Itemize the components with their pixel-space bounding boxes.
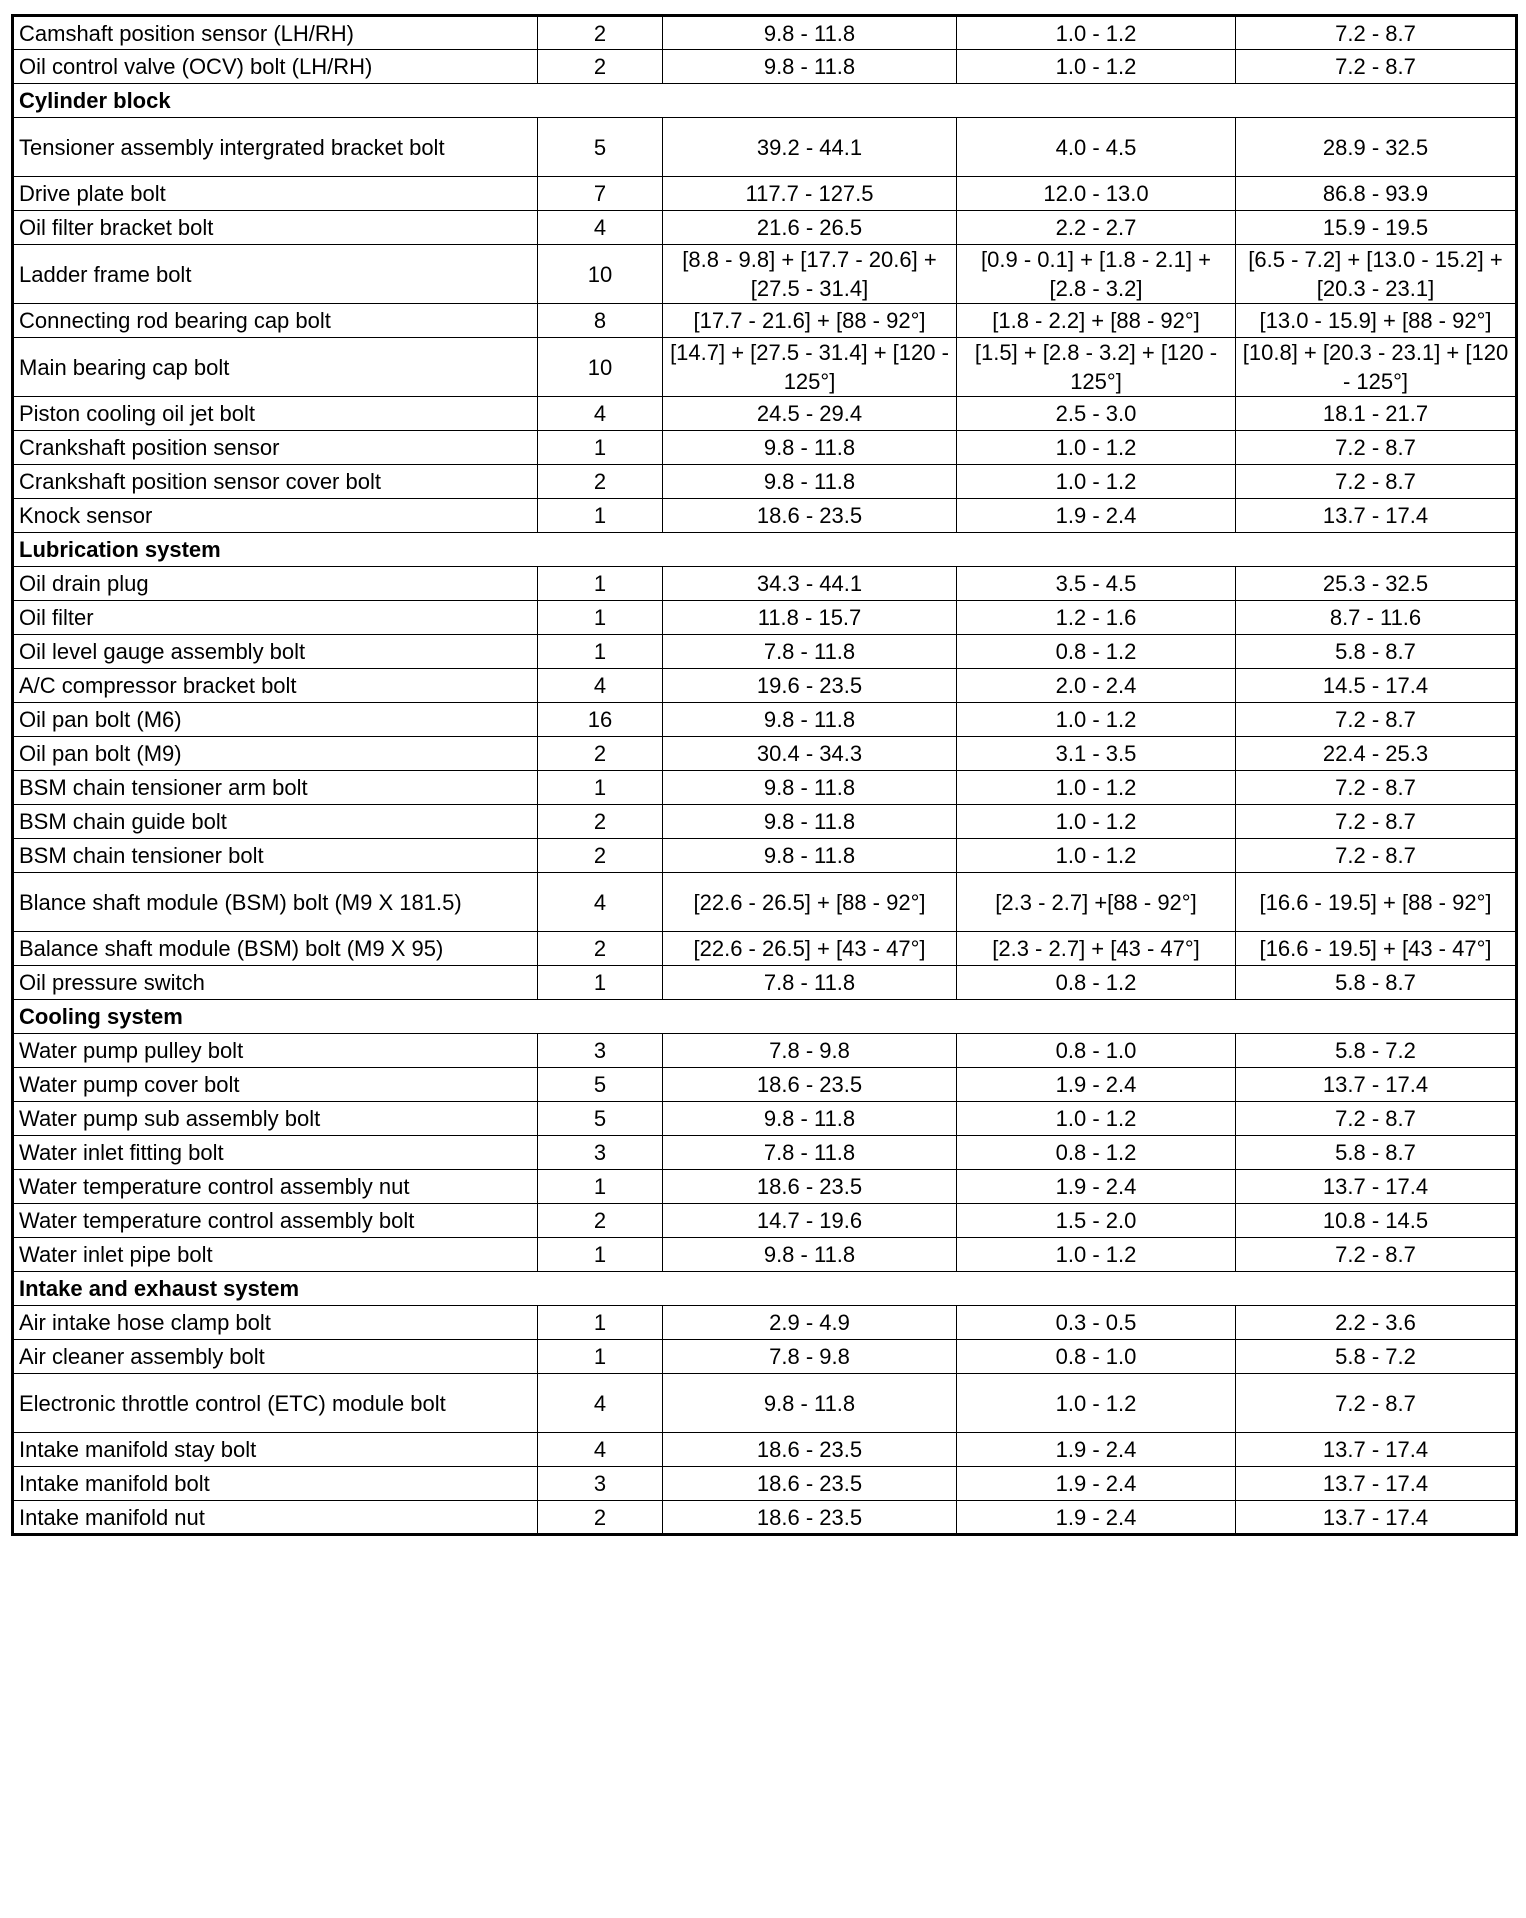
torque-kgfm-cell: 0.8 - 1.2 <box>957 635 1236 669</box>
torque-lbft-cell: 7.2 - 8.7 <box>1236 465 1517 499</box>
quantity-cell: 2 <box>538 50 663 84</box>
torque-kgfm-cell: 2.0 - 2.4 <box>957 669 1236 703</box>
item-name-cell: Intake manifold bolt <box>13 1467 538 1501</box>
quantity-cell: 7 <box>538 177 663 211</box>
table-row <box>13 932 1517 966</box>
table-row <box>13 669 1517 703</box>
quantity-cell: 4 <box>538 1433 663 1467</box>
torque-kgfm-cell: 1.9 - 2.4 <box>957 1467 1236 1501</box>
torque-lbft-cell: [16.6 - 19.5] + [88 - 92°] <box>1236 873 1517 932</box>
torque-nm-cell: 18.6 - 23.5 <box>663 499 957 533</box>
torque-kgfm-cell: 2.2 - 2.7 <box>957 211 1236 245</box>
torque-nm-cell: 117.7 - 127.5 <box>663 177 957 211</box>
quantity-cell: 1 <box>538 567 663 601</box>
torque-nm-cell: 9.8 - 11.8 <box>663 431 957 465</box>
table-row <box>13 1374 1517 1433</box>
item-name-cell: Blance shaft module (BSM) bolt (M9 X 181.5) <box>13 873 538 932</box>
section-header-row <box>13 1000 1517 1034</box>
torque-nm-cell: 7.8 - 11.8 <box>663 635 957 669</box>
torque-nm-cell: 9.8 - 11.8 <box>663 703 957 737</box>
section-title: Lubrication system <box>13 533 1517 567</box>
torque-kgfm-cell: 0.8 - 1.2 <box>957 966 1236 1000</box>
table-row <box>13 873 1517 932</box>
torque-lbft-cell: 22.4 - 25.3 <box>1236 737 1517 771</box>
item-name-cell: Water temperature control assembly bolt <box>13 1204 538 1238</box>
torque-nm-cell: 19.6 - 23.5 <box>663 669 957 703</box>
torque-nm-cell: 9.8 - 11.8 <box>663 1102 957 1136</box>
quantity-cell: 2 <box>538 932 663 966</box>
torque-lbft-cell: 10.8 - 14.5 <box>1236 1204 1517 1238</box>
torque-kgfm-cell: 1.9 - 2.4 <box>957 1501 1236 1535</box>
torque-lbft-cell: 7.2 - 8.7 <box>1236 1238 1517 1272</box>
torque-kgfm-cell: [1.5] + [2.8 - 3.2] + [120 - 125°] <box>957 338 1236 397</box>
torque-lbft-cell: 2.2 - 3.6 <box>1236 1306 1517 1340</box>
table-row <box>13 1238 1517 1272</box>
item-name-cell: Electronic throttle control (ETC) module bolt <box>13 1374 538 1433</box>
quantity-cell: 3 <box>538 1034 663 1068</box>
quantity-cell: 4 <box>538 397 663 431</box>
section-title: Cylinder block <box>13 84 1517 118</box>
quantity-cell: 4 <box>538 211 663 245</box>
torque-kgfm-cell: 0.8 - 1.0 <box>957 1034 1236 1068</box>
quantity-cell: 1 <box>538 966 663 1000</box>
item-name-cell: Balance shaft module (BSM) bolt (M9 X 95) <box>13 932 538 966</box>
torque-nm-cell: 9.8 - 11.8 <box>663 465 957 499</box>
torque-lbft-cell: 7.2 - 8.7 <box>1236 703 1517 737</box>
torque-nm-cell: 39.2 - 44.1 <box>663 118 957 177</box>
torque-nm-cell: 11.8 - 15.7 <box>663 601 957 635</box>
torque-lbft-cell: 7.2 - 8.7 <box>1236 839 1517 873</box>
item-name-cell: Oil drain plug <box>13 567 538 601</box>
table-row <box>13 338 1517 397</box>
torque-lbft-cell: [6.5 - 7.2] + [13.0 - 15.2] + [20.3 - 23.1] <box>1236 245 1517 304</box>
section-header-row <box>13 84 1517 118</box>
table-row <box>13 1034 1517 1068</box>
table-row <box>13 16 1517 50</box>
torque-nm-cell: 9.8 - 11.8 <box>663 1374 957 1433</box>
torque-lbft-cell: 13.7 - 17.4 <box>1236 1501 1517 1535</box>
torque-lbft-cell: 5.8 - 7.2 <box>1236 1034 1517 1068</box>
section-header-row <box>13 1272 1517 1306</box>
torque-lbft-cell: 15.9 - 19.5 <box>1236 211 1517 245</box>
torque-kgfm-cell: [2.3 - 2.7] +[88 - 92°] <box>957 873 1236 932</box>
quantity-cell: 2 <box>538 737 663 771</box>
torque-lbft-cell: [10.8] + [20.3 - 23.1] + [120 - 125°] <box>1236 338 1517 397</box>
torque-lbft-cell: 13.7 - 17.4 <box>1236 1068 1517 1102</box>
item-name-cell: Air intake hose clamp bolt <box>13 1306 538 1340</box>
quantity-cell: 4 <box>538 669 663 703</box>
quantity-cell: 1 <box>538 1238 663 1272</box>
quantity-cell: 1 <box>538 1306 663 1340</box>
table-row <box>13 1306 1517 1340</box>
item-name-cell: Drive plate bolt <box>13 177 538 211</box>
torque-kgfm-cell: 1.0 - 1.2 <box>957 1374 1236 1433</box>
torque-lbft-cell: [13.0 - 15.9] + [88 - 92°] <box>1236 304 1517 338</box>
torque-nm-cell: [22.6 - 26.5] + [88 - 92°] <box>663 873 957 932</box>
section-header-row <box>13 533 1517 567</box>
torque-kgfm-cell: 1.0 - 1.2 <box>957 771 1236 805</box>
item-name-cell: Oil filter bracket bolt <box>13 211 538 245</box>
quantity-cell: 4 <box>538 873 663 932</box>
torque-kgfm-cell: 1.5 - 2.0 <box>957 1204 1236 1238</box>
torque-specification-table <box>11 14 1518 1536</box>
torque-nm-cell: 24.5 - 29.4 <box>663 397 957 431</box>
torque-kgfm-cell: 0.8 - 1.2 <box>957 1136 1236 1170</box>
torque-nm-cell: 9.8 - 11.8 <box>663 839 957 873</box>
quantity-cell: 2 <box>538 465 663 499</box>
table-row <box>13 304 1517 338</box>
quantity-cell: 2 <box>538 805 663 839</box>
torque-lbft-cell: 5.8 - 8.7 <box>1236 1136 1517 1170</box>
table-row <box>13 567 1517 601</box>
torque-nm-cell: 7.8 - 9.8 <box>663 1034 957 1068</box>
table-row <box>13 397 1517 431</box>
table-row <box>13 737 1517 771</box>
item-name-cell: BSM chain guide bolt <box>13 805 538 839</box>
quantity-cell: 5 <box>538 118 663 177</box>
table-row <box>13 465 1517 499</box>
torque-kgfm-cell: 1.9 - 2.4 <box>957 499 1236 533</box>
item-name-cell: Air cleaner assembly bolt <box>13 1340 538 1374</box>
torque-kgfm-cell: 1.0 - 1.2 <box>957 16 1236 50</box>
torque-nm-cell: 18.6 - 23.5 <box>663 1433 957 1467</box>
torque-lbft-cell: 86.8 - 93.9 <box>1236 177 1517 211</box>
quantity-cell: 1 <box>538 601 663 635</box>
torque-nm-cell: 18.6 - 23.5 <box>663 1170 957 1204</box>
table-row <box>13 635 1517 669</box>
torque-kgfm-cell: 1.9 - 2.4 <box>957 1068 1236 1102</box>
torque-lbft-cell: 8.7 - 11.6 <box>1236 601 1517 635</box>
item-name-cell: Oil control valve (OCV) bolt (LH/RH) <box>13 50 538 84</box>
quantity-cell: 3 <box>538 1467 663 1501</box>
table-row <box>13 966 1517 1000</box>
torque-kgfm-cell: 1.0 - 1.2 <box>957 1102 1236 1136</box>
torque-lbft-cell: 25.3 - 32.5 <box>1236 567 1517 601</box>
quantity-cell: 4 <box>538 1374 663 1433</box>
item-name-cell: Water pump sub assembly bolt <box>13 1102 538 1136</box>
torque-kgfm-cell: 1.0 - 1.2 <box>957 805 1236 839</box>
torque-kgfm-cell: 0.3 - 0.5 <box>957 1306 1236 1340</box>
torque-nm-cell: [17.7 - 21.6] + [88 - 92°] <box>663 304 957 338</box>
item-name-cell: Oil filter <box>13 601 538 635</box>
torque-nm-cell: [14.7] + [27.5 - 31.4] + [120 - 125°] <box>663 338 957 397</box>
torque-lbft-cell: 28.9 - 32.5 <box>1236 118 1517 177</box>
quantity-cell: 2 <box>538 1204 663 1238</box>
torque-lbft-cell: 13.7 - 17.4 <box>1236 1433 1517 1467</box>
torque-nm-cell: 34.3 - 44.1 <box>663 567 957 601</box>
table-row <box>13 1170 1517 1204</box>
quantity-cell: 16 <box>538 703 663 737</box>
torque-nm-cell: 9.8 - 11.8 <box>663 16 957 50</box>
quantity-cell: 1 <box>538 635 663 669</box>
torque-lbft-cell: 7.2 - 8.7 <box>1236 16 1517 50</box>
torque-lbft-cell: 13.7 - 17.4 <box>1236 1467 1517 1501</box>
table-row <box>13 1102 1517 1136</box>
torque-lbft-cell: 7.2 - 8.7 <box>1236 771 1517 805</box>
torque-kgfm-cell: 1.0 - 1.2 <box>957 839 1236 873</box>
table-row <box>13 1467 1517 1501</box>
item-name-cell: Camshaft position sensor (LH/RH) <box>13 16 538 50</box>
torque-lbft-cell: 5.8 - 8.7 <box>1236 966 1517 1000</box>
torque-nm-cell: 18.6 - 23.5 <box>663 1501 957 1535</box>
quantity-cell: 10 <box>538 338 663 397</box>
table-row <box>13 703 1517 737</box>
torque-nm-cell: [8.8 - 9.8] + [17.7 - 20.6] + [27.5 - 31.4] <box>663 245 957 304</box>
quantity-cell: 5 <box>538 1102 663 1136</box>
torque-kgfm-cell: 12.0 - 13.0 <box>957 177 1236 211</box>
torque-kgfm-cell: 3.1 - 3.5 <box>957 737 1236 771</box>
table-row <box>13 839 1517 873</box>
item-name-cell: Connecting rod bearing cap bolt <box>13 304 538 338</box>
quantity-cell: 2 <box>538 16 663 50</box>
item-name-cell: Water inlet fitting bolt <box>13 1136 538 1170</box>
table-body <box>13 16 1517 1535</box>
table-row <box>13 1136 1517 1170</box>
torque-lbft-cell: 7.2 - 8.7 <box>1236 431 1517 465</box>
torque-nm-cell: 21.6 - 26.5 <box>663 211 957 245</box>
quantity-cell: 5 <box>538 1068 663 1102</box>
section-title: Cooling system <box>13 1000 1517 1034</box>
torque-nm-cell: 9.8 - 11.8 <box>663 805 957 839</box>
torque-nm-cell: 2.9 - 4.9 <box>663 1306 957 1340</box>
torque-lbft-cell: 5.8 - 8.7 <box>1236 635 1517 669</box>
item-name-cell: Intake manifold stay bolt <box>13 1433 538 1467</box>
item-name-cell: Crankshaft position sensor cover bolt <box>13 465 538 499</box>
item-name-cell: Water pump cover bolt <box>13 1068 538 1102</box>
item-name-cell: Oil pan bolt (M6) <box>13 703 538 737</box>
torque-kgfm-cell: 1.0 - 1.2 <box>957 1238 1236 1272</box>
table-row <box>13 211 1517 245</box>
table-row <box>13 431 1517 465</box>
quantity-cell: 1 <box>538 1340 663 1374</box>
torque-nm-cell: 9.8 - 11.8 <box>663 771 957 805</box>
item-name-cell: Oil level gauge assembly bolt <box>13 635 538 669</box>
torque-nm-cell: 7.8 - 9.8 <box>663 1340 957 1374</box>
quantity-cell: 2 <box>538 1501 663 1535</box>
torque-nm-cell: 14.7 - 19.6 <box>663 1204 957 1238</box>
item-name-cell: Water inlet pipe bolt <box>13 1238 538 1272</box>
item-name-cell: Oil pressure switch <box>13 966 538 1000</box>
table-row <box>13 50 1517 84</box>
torque-lbft-cell: 7.2 - 8.7 <box>1236 1374 1517 1433</box>
quantity-cell: 1 <box>538 499 663 533</box>
item-name-cell: A/C compressor bracket bolt <box>13 669 538 703</box>
item-name-cell: Main bearing cap bolt <box>13 338 538 397</box>
torque-kgfm-cell: 0.8 - 1.0 <box>957 1340 1236 1374</box>
torque-kgfm-cell: 4.0 - 4.5 <box>957 118 1236 177</box>
torque-kgfm-cell: [0.9 - 0.1] + [1.8 - 2.1] + [2.8 - 3.2] <box>957 245 1236 304</box>
torque-nm-cell: 9.8 - 11.8 <box>663 1238 957 1272</box>
quantity-cell: 10 <box>538 245 663 304</box>
quantity-cell: 1 <box>538 1170 663 1204</box>
torque-nm-cell: 7.8 - 11.8 <box>663 1136 957 1170</box>
table-row <box>13 1433 1517 1467</box>
section-title: Intake and exhaust system <box>13 1272 1517 1306</box>
item-name-cell: Oil pan bolt (M9) <box>13 737 538 771</box>
item-name-cell: BSM chain tensioner arm bolt <box>13 771 538 805</box>
torque-kgfm-cell: 1.9 - 2.4 <box>957 1170 1236 1204</box>
table-row <box>13 771 1517 805</box>
torque-kgfm-cell: 1.0 - 1.2 <box>957 431 1236 465</box>
torque-kgfm-cell: 1.0 - 1.2 <box>957 465 1236 499</box>
torque-kgfm-cell: 3.5 - 4.5 <box>957 567 1236 601</box>
quantity-cell: 8 <box>538 304 663 338</box>
item-name-cell: BSM chain tensioner bolt <box>13 839 538 873</box>
item-name-cell: Piston cooling oil jet bolt <box>13 397 538 431</box>
quantity-cell: 1 <box>538 771 663 805</box>
torque-nm-cell: 30.4 - 34.3 <box>663 737 957 771</box>
torque-lbft-cell: 18.1 - 21.7 <box>1236 397 1517 431</box>
torque-kgfm-cell: 1.0 - 1.2 <box>957 703 1236 737</box>
table-row <box>13 1501 1517 1535</box>
torque-kgfm-cell: [2.3 - 2.7] + [43 - 47°] <box>957 932 1236 966</box>
torque-lbft-cell: 13.7 - 17.4 <box>1236 1170 1517 1204</box>
torque-lbft-cell: 7.2 - 8.7 <box>1236 50 1517 84</box>
item-name-cell: Knock sensor <box>13 499 538 533</box>
torque-kgfm-cell: 1.9 - 2.4 <box>957 1433 1236 1467</box>
torque-nm-cell: 7.8 - 11.8 <box>663 966 957 1000</box>
torque-kgfm-cell: [1.8 - 2.2] + [88 - 92°] <box>957 304 1236 338</box>
torque-kgfm-cell: 2.5 - 3.0 <box>957 397 1236 431</box>
item-name-cell: Water pump pulley bolt <box>13 1034 538 1068</box>
table-row <box>13 118 1517 177</box>
torque-nm-cell: [22.6 - 26.5] + [43 - 47°] <box>663 932 957 966</box>
torque-nm-cell: 18.6 - 23.5 <box>663 1068 957 1102</box>
torque-lbft-cell: 7.2 - 8.7 <box>1236 805 1517 839</box>
item-name-cell: Water temperature control assembly nut <box>13 1170 538 1204</box>
torque-nm-cell: 18.6 - 23.5 <box>663 1467 957 1501</box>
table-row <box>13 1068 1517 1102</box>
table-row <box>13 1204 1517 1238</box>
item-name-cell: Tensioner assembly intergrated bracket bolt <box>13 118 538 177</box>
quantity-cell: 2 <box>538 839 663 873</box>
torque-lbft-cell: 7.2 - 8.7 <box>1236 1102 1517 1136</box>
torque-kgfm-cell: 1.0 - 1.2 <box>957 50 1236 84</box>
table-row <box>13 1340 1517 1374</box>
torque-lbft-cell: 13.7 - 17.4 <box>1236 499 1517 533</box>
item-name-cell: Crankshaft position sensor <box>13 431 538 465</box>
torque-nm-cell: 9.8 - 11.8 <box>663 50 957 84</box>
table-row <box>13 601 1517 635</box>
torque-lbft-cell: [16.6 - 19.5] + [43 - 47°] <box>1236 932 1517 966</box>
torque-lbft-cell: 14.5 - 17.4 <box>1236 669 1517 703</box>
table-row <box>13 805 1517 839</box>
item-name-cell: Ladder frame bolt <box>13 245 538 304</box>
table-row <box>13 499 1517 533</box>
quantity-cell: 1 <box>538 431 663 465</box>
quantity-cell: 3 <box>538 1136 663 1170</box>
torque-kgfm-cell: 1.2 - 1.6 <box>957 601 1236 635</box>
item-name-cell: Intake manifold nut <box>13 1501 538 1535</box>
torque-lbft-cell: 5.8 - 7.2 <box>1236 1340 1517 1374</box>
table-row <box>13 177 1517 211</box>
table-row <box>13 245 1517 304</box>
